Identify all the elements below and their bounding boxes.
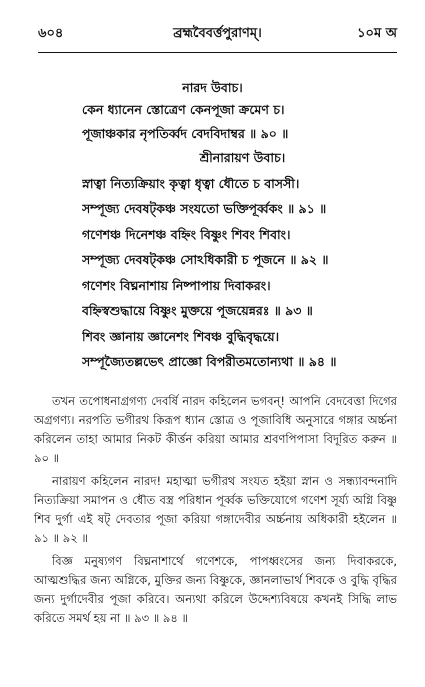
page-number: ৬০৪ [38, 26, 64, 41]
prose-paragraph: বিজ্ঞ মনুষ্যগণ বিঘ্ননাশার্থে গণেশকে, পাপধ্বংসের জন্য দিবাকরকে, আত্মশুদ্ধির জন্য অগ্নিকে, মুক্তির জন্য বিষ্ণুকে, জ্ঞানলাভার্থ শিবকে ও বুদ্ধি বৃদ্ধির জন্য দুর্গাদেবীর পূজা করিবে। অন্যথা করিলে উদ্দেশ্যবিষয়ে কখনই সিদ্ধি লাভ করিতে সমর্থ হয় না ॥ ৯৩ ॥ ৯৪ ॥ [34, 554, 397, 625]
verse-line: স্নাত্বা নিত্যক্রিয়াং কৃত্বা ধৃত্বা ধৌতে চ বাসসী। [82, 176, 300, 191]
chapter-label: ১০ম অ [357, 26, 397, 41]
running-title: ব্রহ্মবৈবর্ত্তপুরাণম্। [173, 26, 262, 41]
verse-line: সম্পূজ্যৈতল্লভেৎ প্রাজ্ঞো বিপরীতমতোন্যথা ॥ ৯৪ ॥ [82, 354, 337, 369]
speaker-heading: শ্রীনারায়ণ উবাচ। [199, 150, 286, 165]
verse-line: শিবং জ্ঞানায় জ্ঞানেশং শিবঞ্চ বুদ্ধিবৃদ্ধয়ে। [82, 329, 280, 344]
prose-paragraph: নারায়ণ কহিলেন নারদ! মহাত্মা ভগীরথ সংযত হইয়া স্নান ও সন্ধ্যাবন্দনাদি নিত্যক্রিয়া সমাপন ও ধৌত বস্ত্র পরিধান পূর্ব্বক ভক্তিযোগে গণেশ সূর্য্য অগ্নি বিষ্ণু শিব দুর্গা এই ষট্ দেবতার পূজা করিয়া গঙ্গাদেবীর অর্চ্চনায় অধিকারী হইলেন ॥ ৯১ ॥ ৯২ ॥ [34, 474, 397, 545]
verse-line: পূজাঞ্চকার নৃপতিৰ্ব্বদ বেদবিদাম্বর ॥ ৯০ ॥ [82, 126, 289, 141]
speaker-heading: নারদ উবাচ। [182, 80, 243, 95]
prose-paragraph: তখন তপোধনাগ্রগণ্য দেবর্ষি নারদ কহিলেন ভগবন্! আপনি বেদবেত্তা দিগের অগ্রগণ্য। নরপতি ভগীরথ কিরূপ ধ্যান স্তোত্র ও পূজাবিধি অনুসারে গঙ্গার অর্চ্চনা করিলেন তাহা আমার নিকট কীর্ত্তন করিয়া আমার শ্রবণপিপাসা বিদূরিত করুন ॥ ৯০ ॥ [34, 394, 397, 465]
verse-line: সম্পূজ্য দেবষট্কঞ্চ সংযতো ভক্তিপূর্ব্বকং ॥ ৯১ ॥ [82, 201, 327, 216]
prose-translation [34, 392, 397, 632]
verse-line: গণেশঞ্চ দিনেশঞ্চ বহ্নিং বিষ্ণুং শিবং শিবাং। [82, 227, 291, 242]
page-header [38, 24, 397, 46]
verse-line: বহ্নিস্বশুদ্ধায়ে বিষ্ণুং মুক্তয়ে পূজয়েন্নরঃ ॥ ৯৩ ॥ [82, 303, 313, 318]
header-rule [38, 52, 397, 53]
verse-line: কেন ধ্যানেন স্তোত্রেণ কেনপূজা ক্রমেণ চ। [82, 102, 285, 117]
verse-line: গণেশং বিঘ্ননাশায় নিষ্পাপায় দিবাকরং। [82, 278, 271, 293]
verse-line: সম্পূজ্য দেবষট্কঞ্চ সোঽধিকারী চ পূজনে ॥ ৯২ ॥ [82, 252, 329, 267]
